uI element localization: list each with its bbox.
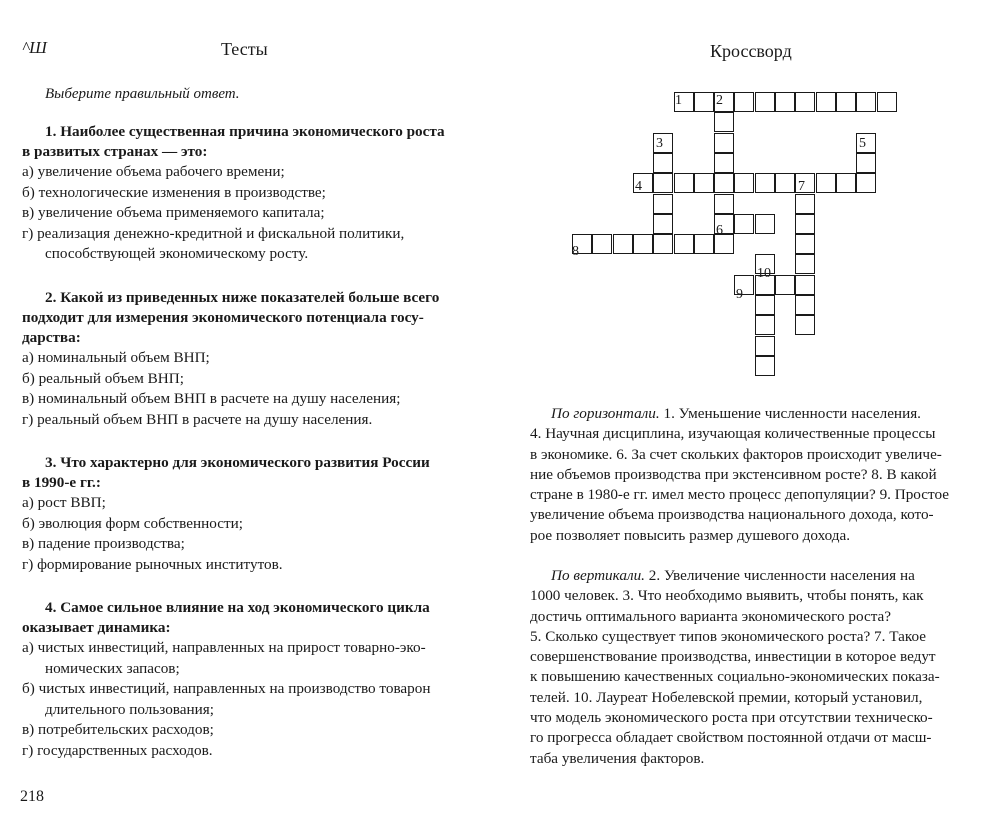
clue-line: 4. Научная дисциплина, изучающая количественные процессы (530, 425, 936, 443)
crossword-cell[interactable] (653, 234, 673, 254)
crossword-cell[interactable] (674, 173, 694, 193)
crossword-cell[interactable] (755, 315, 775, 335)
clue-line: к повышению качественных социально-экономических показа- (530, 668, 940, 686)
crossword-cell[interactable] (734, 92, 754, 112)
clue-line: 5. Сколько существует типов экономического роста? 7. Такое (530, 627, 927, 645)
clue-line: таба увеличения факторов. (530, 749, 705, 767)
clue-number-6: 6 (716, 223, 723, 238)
crossword-cell[interactable] (795, 275, 815, 295)
crossword-cell[interactable] (653, 153, 673, 173)
question-4 (22, 598, 472, 761)
page-title-right: Кроссворд (710, 41, 792, 61)
clue-number-2: 2 (716, 93, 723, 108)
answer-option[interactable]: г) реализация денежно-кредитной и фискальной политики, (22, 224, 405, 242)
question-title: 2. Какой из приведенных ниже показателей больше всего (45, 289, 440, 306)
clue-text: 1. Уменьшение численности населения. (659, 405, 921, 422)
crossword-cell[interactable] (734, 214, 754, 234)
question-2 (22, 288, 472, 430)
crossword-cell[interactable] (755, 295, 775, 315)
crossword-cell[interactable] (856, 153, 876, 173)
clue-line (530, 404, 976, 424)
crossword-cell[interactable] (816, 173, 836, 193)
instruction: Выберите правильный ответ. (45, 86, 240, 102)
crossword-cell[interactable] (775, 92, 795, 112)
clue-line: рое позволяет повысить размер душевого дохода. (530, 526, 851, 544)
crossword-cell[interactable] (795, 92, 815, 112)
question-title: оказывает динамика: (22, 619, 171, 636)
question-title: 1. Наиболее существенная причина экономического роста (45, 123, 445, 140)
clue-text: 2. Увеличение численности населения на (644, 567, 915, 584)
question-title: в 1990-е гг.: (22, 474, 101, 491)
question-title: в развитых странах — это: (22, 143, 208, 160)
clue-line: ние объемов производства при экстенсивном росте? 8. В какой (530, 465, 937, 483)
page-title-left: Тесты (221, 39, 268, 59)
crossword-cell[interactable] (755, 92, 775, 112)
clue-heading: По горизонтали. (551, 405, 660, 422)
answer-option-continued: способствующей экономическому росту. (45, 245, 309, 262)
crossword-cell[interactable] (653, 214, 673, 234)
crossword-cell[interactable] (755, 173, 775, 193)
crossword-cell[interactable] (836, 92, 856, 112)
answer-option[interactable]: б) чистых инвестиций, направленных на производство товарон (22, 680, 431, 697)
crossword-cell[interactable] (755, 336, 775, 356)
question-3 (22, 453, 472, 575)
question-title: 3. Что характерно для экономического развития России (45, 454, 430, 471)
crossword-cell[interactable] (694, 173, 714, 193)
crossword-cell[interactable] (755, 356, 775, 376)
clue-line: достичь оптимального варианта экономического роста? (530, 607, 892, 625)
crossword-cell[interactable] (694, 92, 714, 112)
clue-line: 1000 человек. 3. Что необходимо выявить, чтобы понять, как (530, 587, 924, 605)
question-title: 4. Самое сильное влияние на ход экономического цикла (45, 599, 430, 616)
clue-line: телей. 10. Лауреат Нобелевской премии, который установил, (530, 688, 923, 706)
crossword-cell[interactable] (755, 214, 775, 234)
crossword-cell[interactable] (674, 234, 694, 254)
crossword-cell[interactable] (633, 234, 653, 254)
clue-line: совершенствование производства, инвестиции в которое ведут (530, 648, 936, 666)
answer-option[interactable]: г) формирование рыночных институтов. (22, 555, 283, 573)
answer-option[interactable]: а) увеличение объема рабочего времени; (22, 163, 285, 180)
crossword-cell[interactable] (795, 214, 815, 234)
clue-line: в экономике. 6. За счет скольких факторов происходит увеличе- (530, 445, 942, 463)
answer-option[interactable]: в) увеличение объема применяемого капитала; (22, 204, 325, 221)
crossword-cell[interactable] (592, 234, 612, 254)
clues-horizontal (530, 404, 976, 546)
answer-option-continued: длительного пользования; (45, 700, 214, 718)
answer-option[interactable]: в) падение производства; (22, 535, 185, 552)
crossword-cell[interactable] (795, 194, 815, 214)
clues-vertical (530, 566, 976, 769)
crossword-cell[interactable] (714, 112, 734, 132)
crossword-cell[interactable] (816, 92, 836, 112)
answer-option[interactable]: в) номинальный объем ВНП в расчете на душу населения; (22, 390, 401, 407)
crossword-cell[interactable] (795, 234, 815, 254)
answer-option[interactable]: г) государственных расходов. (22, 741, 213, 759)
answer-option[interactable]: б) эволюция форм собственности; (22, 514, 243, 532)
crossword-cell[interactable] (775, 275, 795, 295)
clue-line: что модель экономического роста при отсутствии техническо- (530, 709, 933, 727)
crossword-cell[interactable] (694, 234, 714, 254)
crossword-cell[interactable] (714, 194, 734, 214)
crossword-cell[interactable] (714, 133, 734, 153)
crossword-cell[interactable] (877, 92, 897, 112)
answer-option[interactable]: а) чистых инвестиций, направленных на прирост товарно-эко- (22, 639, 426, 656)
clue-line (530, 566, 976, 586)
crossword-cell[interactable] (856, 173, 876, 193)
clue-line: стране в 1980-е гг. имел место процесс депопуляции? 9. Простое (530, 486, 949, 504)
clue-number-8: 8 (572, 244, 579, 259)
clue-line: увеличение объема производства национального дохода, кото- (530, 506, 934, 524)
crossword-cell[interactable] (836, 173, 856, 193)
clue-heading: По вертикали. (551, 567, 645, 584)
clue-number-4: 4 (635, 179, 642, 194)
clue-number-5: 5 (859, 136, 866, 151)
answer-option-continued: номических запасов; (45, 659, 180, 677)
answer-option[interactable]: а) номинальный объем ВНП; (22, 349, 210, 366)
crossword-cell[interactable] (795, 295, 815, 315)
answer-option[interactable]: а) рост ВВП; (22, 494, 106, 511)
crossword-cell[interactable] (714, 173, 734, 193)
page-number: 218 (20, 788, 44, 805)
clue-number-1: 1 (675, 93, 682, 108)
clue-number-3: 3 (656, 136, 663, 151)
answer-option[interactable]: б) реальный объем ВНП; (22, 369, 184, 387)
question-title: дарства: (22, 329, 81, 346)
crossword-cell[interactable] (775, 173, 795, 193)
clue-number-9: 9 (736, 287, 743, 302)
crossword-cell[interactable] (714, 153, 734, 173)
crossword-cell[interactable] (734, 173, 754, 193)
clue-line: го прогресса обладает свойством постоянной отдачи от масш- (530, 729, 932, 747)
crossword-cell[interactable] (795, 315, 815, 335)
answer-option[interactable]: г) реальный объем ВНП в расчете на душу населения. (22, 410, 373, 428)
clue-number-7: 7 (798, 179, 805, 194)
answer-option[interactable]: в) потребительских расходов; (22, 721, 214, 738)
header-mark: ^Ш (22, 38, 47, 57)
crossword-cell[interactable] (856, 92, 876, 112)
crossword-cell[interactable] (653, 194, 673, 214)
crossword-cell[interactable] (653, 173, 673, 193)
clue-number-10: 10 (757, 266, 771, 281)
answer-option[interactable]: б) технологические изменения в производстве; (22, 183, 326, 201)
crossword-cell[interactable] (795, 254, 815, 274)
question-1 (22, 122, 472, 265)
crossword-cell[interactable] (613, 234, 633, 254)
question-title: подходит для измерения экономического потенциала госу- (22, 309, 424, 326)
